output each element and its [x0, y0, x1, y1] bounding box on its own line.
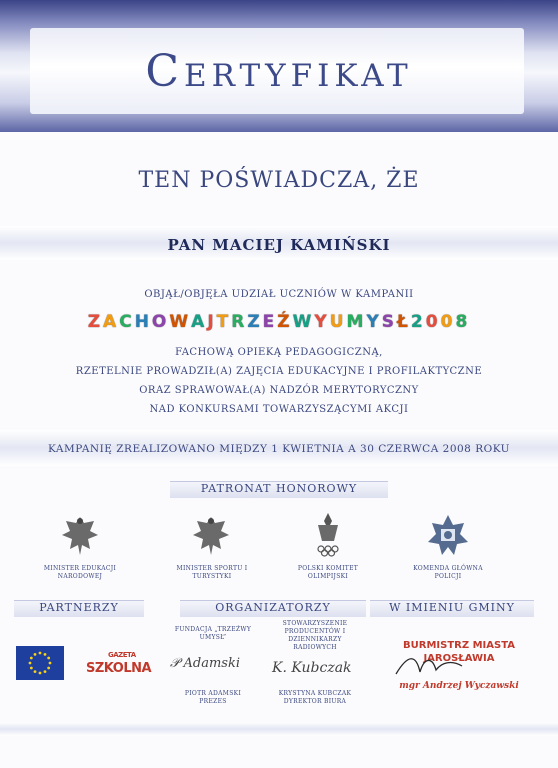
- organizer-org: FUNDACJA „TRZEŹWY UMYSŁ”: [174, 626, 252, 641]
- organizer-org: STOWARZYSZENIE PRODUCENTÓW I DZIENNIKARZY RADIOWYCH: [282, 620, 348, 651]
- stamp-title: BURMISTRZ MIASTA: [403, 640, 515, 651]
- signature-adamski: 𝒫 Adamski: [170, 656, 240, 671]
- eu-star: [39, 672, 42, 675]
- campaign-letter: C: [119, 312, 135, 332]
- campaign-letter: Z: [247, 312, 263, 332]
- stamp-city: JAROSŁAWIA: [423, 653, 495, 664]
- body-line: FACHOWĄ OPIEKĄ PEDAGOGICZNĄ,: [175, 347, 383, 358]
- campaign-letter: A: [103, 312, 120, 332]
- campaign-letter: Y: [366, 312, 382, 332]
- patron-caption: MINISTER EDUKACJI NARODOWEJ: [43, 565, 117, 580]
- organizer-role: DYREKTOR BIURA: [283, 698, 347, 705]
- campaign-letter: M: [346, 312, 367, 332]
- campaign-name-text: [88, 312, 471, 332]
- campaign-letter: T: [216, 312, 232, 332]
- body-line: RZETELNIE PROWADZIŁ(A) ZAJĘCIA EDUKACYJNE I PROFILAKTYCZNE: [75, 366, 483, 377]
- partners-header: PARTNERZY: [39, 601, 119, 614]
- eu-star: [30, 657, 33, 660]
- campaign-letter: 0: [425, 312, 441, 332]
- signature-kubczak: K. Kubczak: [272, 660, 352, 676]
- joined-line: OBJĄŁ/OBJĘŁA UDZIAŁ UCZNIÓW W KAMPANII: [144, 289, 414, 300]
- eu-star: [39, 652, 42, 655]
- eu-star: [34, 670, 37, 673]
- body-line: ORAZ SPRAWOWAŁ(A) NADZÓR MERYTORYCZNY: [139, 385, 419, 396]
- eu-star: [47, 667, 50, 670]
- olympic-committee-icon: [312, 511, 344, 561]
- mayor-signature: [392, 650, 492, 680]
- campaign-letter: H: [134, 312, 152, 332]
- campaign-name: [0, 312, 558, 332]
- campaign-letter: E: [262, 312, 278, 332]
- campaign-letter: S: [381, 312, 397, 332]
- newspaper-logo: [86, 648, 156, 678]
- stamp-person: mgr Andrzej Wyczawski: [399, 681, 519, 691]
- bottom-band: [0, 722, 558, 736]
- polish-eagle-icon: [191, 513, 231, 559]
- campaign-letter: A: [191, 312, 208, 332]
- certificate-subtitle: TEN POŚWIADCZA, ŻE: [138, 168, 420, 193]
- eu-star: [47, 657, 50, 660]
- patronage-header: PATRONAT HONOROWY: [200, 482, 358, 495]
- organizer-name: PIOTR ADAMSKI: [184, 690, 242, 697]
- eu-star: [49, 662, 52, 665]
- campaign-letter: Y: [314, 312, 330, 332]
- eu-flag-icon: [16, 646, 64, 680]
- patron-caption: KOMENDA GŁÓWNA POLICJI: [413, 565, 483, 580]
- certificate-title: Certyfikat: [145, 46, 413, 97]
- eu-star: [44, 670, 47, 673]
- campaign-letter: 0: [440, 312, 456, 332]
- newspaper-logo-main: SZKOLNA: [86, 661, 152, 676]
- campaign-letter: J: [207, 312, 217, 332]
- campaign-letter: W: [292, 312, 315, 332]
- campaign-letter: O: [151, 312, 170, 332]
- campaign-letter: 8: [455, 312, 471, 332]
- campaign-letter: R: [231, 312, 248, 332]
- organizer-name: KRYSTYNA KUBCZAK: [278, 690, 352, 697]
- eu-star: [30, 667, 33, 670]
- eu-star: [34, 653, 37, 656]
- campaign-letter: U: [329, 312, 347, 332]
- campaign-letter: W: [169, 312, 192, 332]
- organizers-header: ORGANIZATORZY: [215, 601, 331, 614]
- eu-star: [29, 662, 32, 665]
- campaign-letter: Z: [87, 312, 104, 332]
- police-star-icon: [426, 513, 470, 557]
- eu-star: [44, 653, 47, 656]
- newspaper-logo-top: GAZETA: [108, 651, 136, 659]
- body-line: NAD KONKURSAMI TOWARZYSZĄCYMI AKCJI: [149, 404, 409, 415]
- campaign-letter: 2: [410, 312, 426, 332]
- polish-eagle-icon: [60, 513, 100, 559]
- campaign-letter: Ł: [397, 312, 411, 332]
- recipient-name: PAN MACIEJ KAMIŃSKI: [167, 236, 391, 254]
- organizer-role: PREZES: [199, 698, 227, 705]
- patron-caption: MINISTER SPORTU I TURYSTYKI: [176, 565, 248, 580]
- municipality-header: W IMIENIU GMINY: [389, 601, 515, 614]
- dates-line: KAMPANIĘ ZREALIZOWANO MIĘDZY 1 KWIETNIA A 30 CZERWCA 2008 ROKU: [47, 443, 511, 455]
- campaign-letter: Ź: [277, 312, 293, 332]
- newspaper-logo-text: [86, 648, 151, 676]
- patron-caption: POLSKI KOMITET OLIMPIJSKI: [297, 565, 359, 580]
